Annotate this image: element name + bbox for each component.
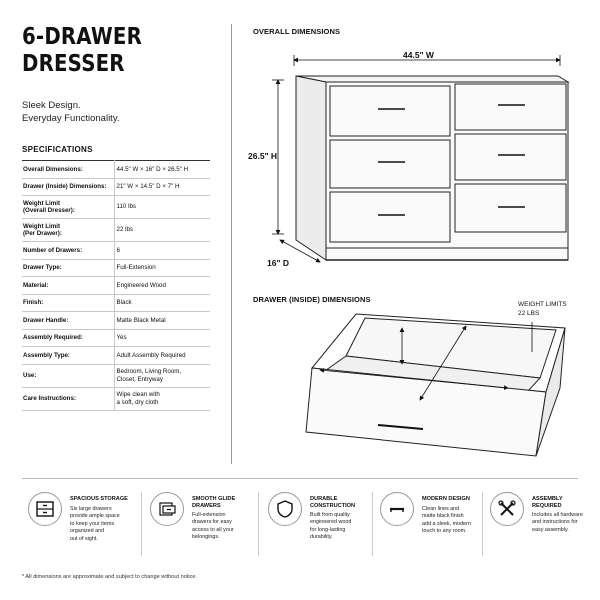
- spec-value: 6: [114, 242, 210, 260]
- tagline-line-2: Everyday Functionality.: [22, 113, 120, 124]
- spec-value: Yes: [114, 329, 210, 347]
- spec-label: Material:: [22, 277, 114, 295]
- spec-label: Drawer (Inside) Dimensions:: [22, 178, 114, 196]
- feature-title: MODERN DESIGN: [422, 496, 470, 502]
- spec-label: Assembly Required:: [22, 329, 114, 347]
- spec-value: 21" W × 14.5" D × 7" H: [114, 178, 210, 196]
- overall-depth-label: 16" D: [267, 258, 289, 268]
- spec-value: Engineered Wood: [114, 277, 210, 295]
- feature-description: Full-extension drawers for easy access to all your belongings.: [192, 512, 234, 541]
- overall-dimensions-heading: OVERALL DIMENSIONS: [253, 27, 341, 36]
- feature-separator: [482, 492, 483, 556]
- horizontal-divider: [22, 478, 578, 479]
- spec-label: Number of Drawers:: [22, 242, 114, 260]
- inside-dimensions-heading: DRAWER (INSIDE) DIMENSIONS: [253, 295, 371, 304]
- overall-width-label: 44.5" W: [403, 50, 434, 60]
- tagline-line-1: Sleek Design.: [22, 100, 81, 111]
- overall-height-label: 26.5" H: [248, 151, 278, 161]
- feature-description: Six large drawers provide ample space to keep your items organized and out of sight.: [70, 506, 120, 542]
- spec-value: 22 lbs: [114, 219, 210, 242]
- spec-label: Overall Dimensions:: [22, 161, 114, 179]
- feature-title: SMOOTH GLIDE DRAWERS: [192, 496, 236, 509]
- spec-value: Adult Assembly Required: [114, 347, 210, 365]
- spec-label: Drawer Type:: [22, 259, 114, 277]
- spec-value: 44.5" W × 16" D × 26.5" H: [114, 161, 210, 179]
- spec-value: Wipe clean with a soft, dry cloth: [114, 387, 210, 410]
- spec-value: Black: [114, 294, 210, 312]
- feature-separator: [141, 492, 142, 556]
- dresser-top: [296, 76, 568, 82]
- feature-description: Built from quality engineered wood for long-lasting durability.: [310, 512, 352, 541]
- title-line-2: DRESSER: [22, 51, 125, 77]
- drawer-illustration: [306, 314, 565, 456]
- feature-title: DURABLE CONSTRUCTION: [310, 496, 356, 509]
- feature-separator: [372, 492, 373, 556]
- spec-value: 110 lbs: [114, 196, 210, 219]
- feature-description: Clean lines and matte black finish add a sleek, modern touch to any room.: [422, 506, 471, 535]
- shield-icon: [268, 492, 302, 526]
- drawer-icon: [28, 492, 62, 526]
- weight-limit-line-1: WEIGHT LIMITS: [518, 301, 567, 308]
- dresser-front: [326, 82, 568, 260]
- sliding-drawer-icon: [150, 492, 184, 526]
- tools-icon: [490, 492, 524, 526]
- spec-label: Care Instructions:: [22, 387, 114, 410]
- spec-value: Bedroom, Living Room, Closet, Entryway: [114, 364, 210, 387]
- feature-title: ASSEMBLY REQUIRED: [532, 496, 563, 509]
- spec-label: Weight Limit (Overall Dresser):: [22, 196, 114, 219]
- spec-label: Use:: [22, 364, 114, 387]
- title-line-1: 6-DRAWER: [22, 24, 142, 50]
- feature-title: SPACIOUS STORAGE: [70, 496, 128, 502]
- feature-description: Includes all hardware and instructions for easy assembly.: [532, 512, 583, 533]
- dresser-side: [296, 76, 326, 260]
- specifications-heading: SPECIFICATIONS: [22, 145, 93, 154]
- dresser-illustration: [296, 76, 568, 260]
- spec-value: Full-Extension: [114, 259, 210, 277]
- spec-label: Assembly Type:: [22, 347, 114, 365]
- feature-separator: [258, 492, 259, 556]
- spec-label: Finish:: [22, 294, 114, 312]
- footnote: * All dimensions are approximate and subject to change without notice.: [22, 574, 198, 580]
- spec-label: Drawer Handle:: [22, 312, 114, 330]
- spec-value: Matte Black Metal: [114, 312, 210, 330]
- weight-limit-line-2: 22 LBS: [518, 310, 540, 317]
- spec-label: Weight Limit (Per Drawer):: [22, 219, 114, 242]
- handle-icon: [380, 492, 414, 526]
